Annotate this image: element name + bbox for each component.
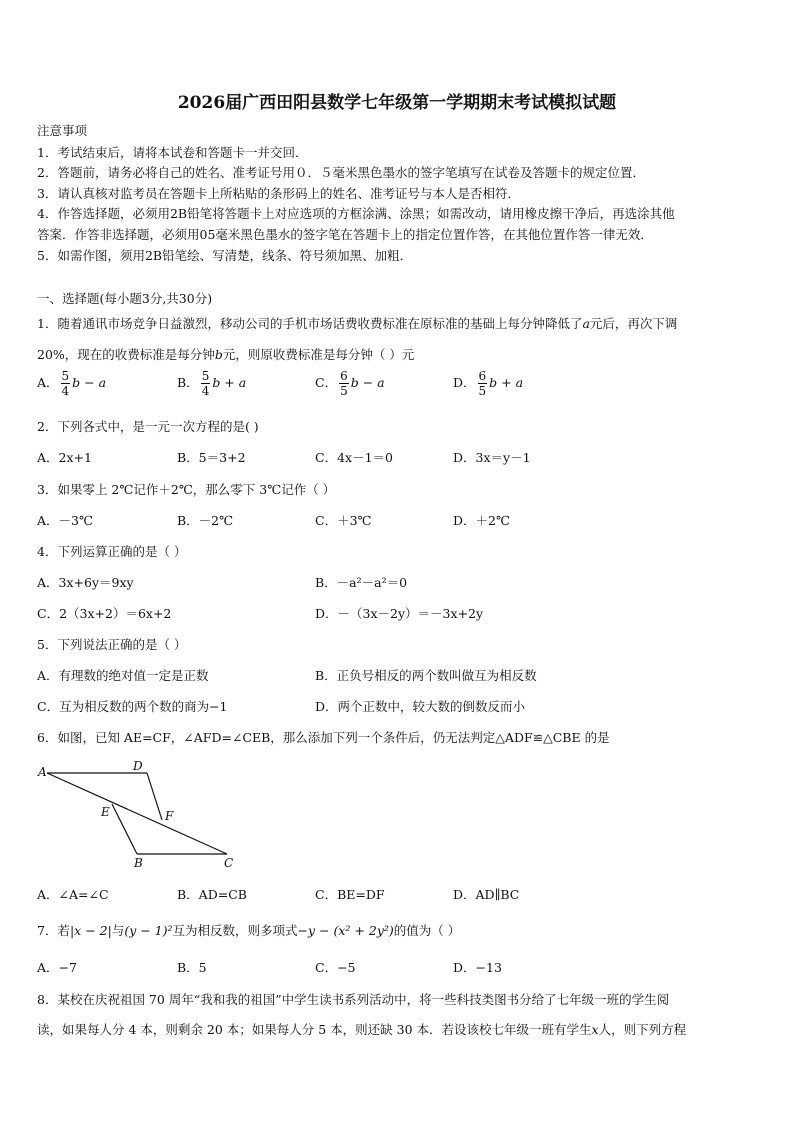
q2-option-a[interactable]: A．2x+1 — [37, 450, 92, 465]
q1-option-b[interactable] — [177, 370, 246, 397]
page-title: 2026届广西田阳县数学七年级第一学期期末考试模拟试题 — [177, 93, 617, 113]
q6-option-d[interactable]: D．AD∥BC — [453, 887, 520, 902]
notes-heading: 注意事项 — [37, 123, 88, 138]
q3-option-a[interactable]: A．－3℃ — [37, 513, 93, 528]
note-item: 3．请认真核对监考员在答题卡上所粘贴的条形码上的姓名、准考证号与本人是否相符． — [37, 186, 520, 201]
fraction-numerator: 5 — [201, 369, 210, 383]
q1-option-d[interactable] — [453, 370, 523, 397]
point-label-d: D — [133, 760, 143, 773]
q7-option-b[interactable]: B．5 — [177, 960, 207, 975]
q3-option-b[interactable]: B．－2℃ — [177, 513, 234, 528]
fraction-denominator: 4 — [201, 384, 210, 398]
fraction — [201, 370, 211, 397]
section-heading: 一、选择题(每小题3分,共30分) — [37, 291, 213, 306]
q7-option-a[interactable]: A．−7 — [37, 960, 77, 975]
q4-option-a[interactable]: A．3x+6y＝9xy — [37, 575, 134, 590]
q7-option-d[interactable]: D．−13 — [453, 960, 502, 975]
option-label: C． — [315, 375, 338, 390]
q2-option-b[interactable]: B．5＝3+2 — [177, 450, 246, 465]
fraction — [61, 370, 71, 397]
q7-option-c[interactable]: C．−5 — [315, 960, 356, 975]
option-label: A． — [37, 375, 59, 390]
q1-option-c[interactable] — [315, 370, 385, 397]
note-item: 5．如需作图，须用2B铅笔绘、写清楚，线条、符号须加黑、加粗． — [37, 248, 413, 263]
question-5: 5．下列说法正确的是（ ） — [37, 637, 187, 652]
fraction — [478, 370, 488, 397]
q8-text: 读，如果每人分 4 本，则剩余 20 本；如果每人分 5 本，则还缺 30 本．若设该校七年级一班有学生 — [37, 1022, 592, 1037]
fraction-denominator: 4 — [61, 384, 70, 398]
q1-var-b: b — [214, 347, 223, 362]
option-label: D． — [453, 375, 476, 390]
fraction — [339, 370, 349, 397]
q1-option-a[interactable] — [37, 370, 106, 397]
q7-text: 互为相反数，则多项式 — [172, 923, 298, 938]
option-expr: b − a — [350, 375, 385, 390]
fraction-denominator: 5 — [340, 384, 348, 398]
q6-option-a[interactable]: A．∠A=∠C — [37, 887, 109, 902]
q5-option-d[interactable]: D．两个正数中，较大数的倒数反而小 — [315, 699, 526, 714]
point-label-f: F — [165, 809, 174, 823]
q7-abs-expr: |x − 2| — [69, 923, 112, 938]
q1-percent: 20% — [37, 347, 65, 362]
q5-option-a[interactable]: A．有理数的绝对值一定是正数 — [37, 668, 209, 683]
q5-option-b[interactable]: B．正负号相反的两个数叫做互为相反数 — [315, 668, 537, 683]
q6-option-b[interactable]: B．AD=CB — [177, 887, 247, 902]
fraction-denominator: 5 — [478, 384, 487, 398]
point-label-a: A — [38, 765, 47, 779]
point-label-b: B — [134, 856, 143, 870]
option-expr: b + a — [212, 375, 247, 390]
note-item: 答案．作答非选择题，必须用05毫米黑色墨水的签字笔在答题卡上的指定位置作答，在其他位置作答一律无效． — [37, 227, 653, 242]
q8-var-x: x — [591, 1022, 599, 1037]
q1-text: 元后，再次下调 — [589, 316, 678, 331]
option-expr: b + a — [489, 375, 524, 390]
q4-option-c[interactable]: C．2（3x+2）＝6x+2 — [37, 606, 172, 621]
question-7 — [37, 921, 460, 939]
q1-text: 元，则原收费标准是每分钟（ ）元 — [222, 347, 415, 362]
q7-text: 的值为（ ） — [393, 923, 461, 938]
q1-var-a: a — [582, 316, 590, 331]
q2-option-d[interactable]: D．3x＝y－1 — [453, 450, 531, 465]
point-label-c: C — [224, 856, 234, 870]
option-label: B． — [177, 375, 199, 390]
question-8-line-2 — [37, 1020, 686, 1038]
q7-square-expr: (y − 1)² — [124, 923, 173, 938]
question-1-line-1 — [37, 314, 677, 332]
q4-option-b[interactable]: B．－a²－a²＝0 — [315, 575, 408, 590]
q1-text: ，现在的收费标准是每分钟 — [64, 347, 215, 362]
question-4: 4．下列运算正确的是（ ） — [37, 544, 187, 559]
question-1-line-2 — [37, 345, 414, 363]
question-8-line-1: 8．某校在庆祝祖国 70 周年“我和我的祖国”中学生读书系列活动中，将一些科技类图书分给了七年级一班的学生阅 — [37, 992, 670, 1007]
q3-option-d[interactable]: D．＋2℃ — [453, 513, 510, 528]
point-label-e: E — [101, 805, 110, 819]
note-item: 1．考试结束后，请将本试卷和答题卡一并交回． — [37, 145, 308, 160]
note-item: 4．作答选择题，必须用2B铅笔将答题卡上对应选项的方框涂满、涂黑；如需改动，请用橡皮擦干净后，再选涂其他 — [37, 206, 675, 221]
q7-text: 与 — [111, 923, 125, 938]
segment-ac — [47, 773, 227, 854]
option-expr: b − a — [72, 375, 107, 390]
fraction-numerator: 6 — [340, 369, 348, 383]
geometry-figure — [37, 760, 247, 875]
question-6: 6．如图，已知 AE=CF，∠AFD=∠CEB，那么添加下列一个条件后，仍无法判定△ADF≌△CBE 的是 — [37, 730, 610, 745]
q4-option-d[interactable]: D．－（3x－2y）＝－3x+2y — [315, 606, 484, 621]
question-3: 3．如果零上 2℃记作＋2℃，那么零下 3℃记作（ ） — [37, 482, 336, 497]
q6-option-c[interactable]: C．BE=DF — [315, 887, 385, 902]
note-item: 2．答题前，请务必将自己的姓名、准考证号用０．５毫米黑色墨水的签字笔填写在试卷及答题卡的规定位置． — [37, 165, 645, 180]
q7-polynomial: −y − (x² + 2y²) — [297, 923, 394, 938]
fraction-numerator: 5 — [61, 369, 70, 383]
segment-df — [147, 773, 162, 820]
q2-option-c[interactable]: C．4x－1＝0 — [315, 450, 393, 465]
fraction-numerator: 6 — [478, 369, 487, 383]
q8-text: 人，则下列方程 — [598, 1022, 687, 1037]
q3-option-c[interactable]: C．＋3℃ — [315, 513, 372, 528]
q1-text: 1．随着通讯市场竞争日益激烈，移动公司的手机市场话费收费标准在原标准的基础上每分钟降低了 — [37, 316, 583, 331]
q5-option-c[interactable]: C．互为相反数的两个数的商为−1 — [37, 699, 228, 714]
question-2: 2．下列各式中，是一元一次方程的是( ) — [37, 419, 259, 434]
q7-text: 7．若 — [37, 923, 70, 938]
